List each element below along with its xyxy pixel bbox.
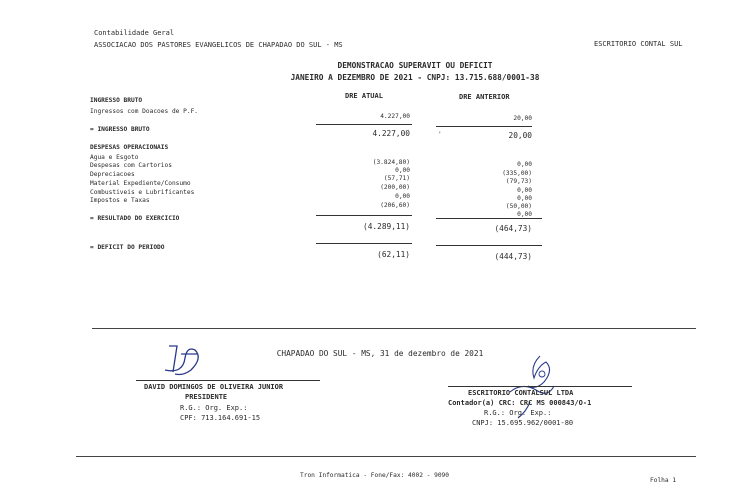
expense-label: Combustiveis e Lubrificantes [90, 189, 195, 196]
expense-current: (3.824,80) [372, 159, 410, 166]
place-date: CHAPADAO DO SUL - MS, 31 de dezembro de 2021 [276, 349, 484, 358]
expense-previous: (335,00) [502, 170, 532, 177]
right-signature-line [448, 386, 632, 387]
expense-label: Agua e Esgoto [90, 154, 139, 161]
expense-current: (200,00) [380, 184, 410, 191]
right-signer-cnpj: CNPJ: 15.695.962/0001-80 [472, 419, 574, 427]
expense-label: Despesas com Cartorios [90, 162, 172, 169]
result-previous: (464,73) [494, 224, 532, 233]
expense-previous: (50,00) [505, 203, 532, 210]
column-previous-header: DRE ANTERIOR [459, 93, 510, 101]
column-current-header: DRE ATUAL [345, 92, 383, 100]
revenue-item-current: 4.227,00 [380, 113, 410, 120]
deficit-line-previous [436, 245, 542, 246]
revenue-total-label: = INGRESSO BRUTO [90, 126, 150, 133]
entity-name: ASSOCIACAO DOS PASTORES EVANGELICOS DE CHAPADAO DO SUL - MS [94, 41, 343, 49]
result-label: = RESULTADO DO EXERCICIO [90, 215, 180, 222]
right-signer-rg: R.G.: Org. Exp.: [484, 409, 552, 417]
expense-previous: (79,73) [505, 178, 532, 185]
revenue-item-label: Ingressos com Doacoes de P.F. [90, 108, 199, 115]
revenue-total-current: 4.227,00 [372, 129, 410, 138]
left-signer-cpf: CPF: 713.164.691-15 [180, 414, 261, 422]
deficit-current: (62,11) [377, 250, 410, 259]
report-title: DEMONSTRACAO SUPERAVIT OU DEFICIT [337, 61, 493, 70]
subtotal-line-current [316, 124, 412, 125]
company-name: Contabilidade Geral [94, 29, 175, 37]
subtotal-line-current [316, 215, 412, 216]
left-signature-line [136, 380, 320, 381]
footer-line [76, 456, 696, 457]
expense-label: Material Expediente/Consumo [90, 180, 191, 187]
expense-current: (206,60) [380, 202, 410, 209]
expense-current: 0,00 [395, 167, 410, 174]
office-name: ESCRITORIO CONTAL SUL [594, 40, 683, 48]
left-signer-role: PRESIDENTE [185, 393, 228, 401]
deficit-previous: (444,73) [494, 252, 532, 261]
result-current: (4.289,11) [363, 222, 410, 231]
revenue-total-previous: 20,00 [508, 131, 532, 140]
deficit-label: = DEFICIT DO PERIODO [90, 244, 165, 251]
report-period: JANEIRO A DEZEMBRO DE 2021 - CNPJ: 13.715.688/0001-38 [290, 73, 540, 82]
tick-mark: ' [438, 131, 442, 138]
expense-label: Impostos e Taxas [90, 197, 150, 204]
expense-current: (57,71) [383, 175, 410, 182]
expense-previous: 0,00 [517, 187, 532, 194]
page-number: Folha 1 [650, 477, 677, 484]
footer-software: Tron Informatica - Fone/Fax: 4002 - 9090 [300, 472, 450, 479]
expense-current: 0,00 [395, 193, 410, 200]
expenses-heading: DESPESAS OPERACIONAIS [90, 144, 169, 151]
right-signer-name: ESCRITORIO CONTALSUL LTDA [468, 389, 574, 397]
right-signer-role: Contador(a) CRC: CRC MS 000843/O-1 [448, 399, 592, 407]
expense-previous: 0,00 [517, 195, 532, 202]
left-signature-scribble [155, 340, 215, 380]
subtotal-line-previous [436, 126, 532, 127]
left-signer-rg: R.G.: Org. Exp.: [180, 404, 248, 412]
deficit-line-current [316, 243, 412, 244]
left-signer-name: DAVID DOMINGOS DE OLIVEIRA JUNIOR [144, 383, 284, 391]
revenue-heading: INGRESSO BRUTO [90, 97, 143, 104]
revenue-item-previous: 20,00 [513, 115, 532, 122]
expense-previous: 0,00 [517, 161, 532, 168]
expense-previous: 0,00 [517, 211, 532, 218]
expense-label: Depreciacoes [90, 171, 135, 178]
subtotal-line-previous [436, 218, 542, 219]
signature-section-top-line [92, 328, 696, 329]
